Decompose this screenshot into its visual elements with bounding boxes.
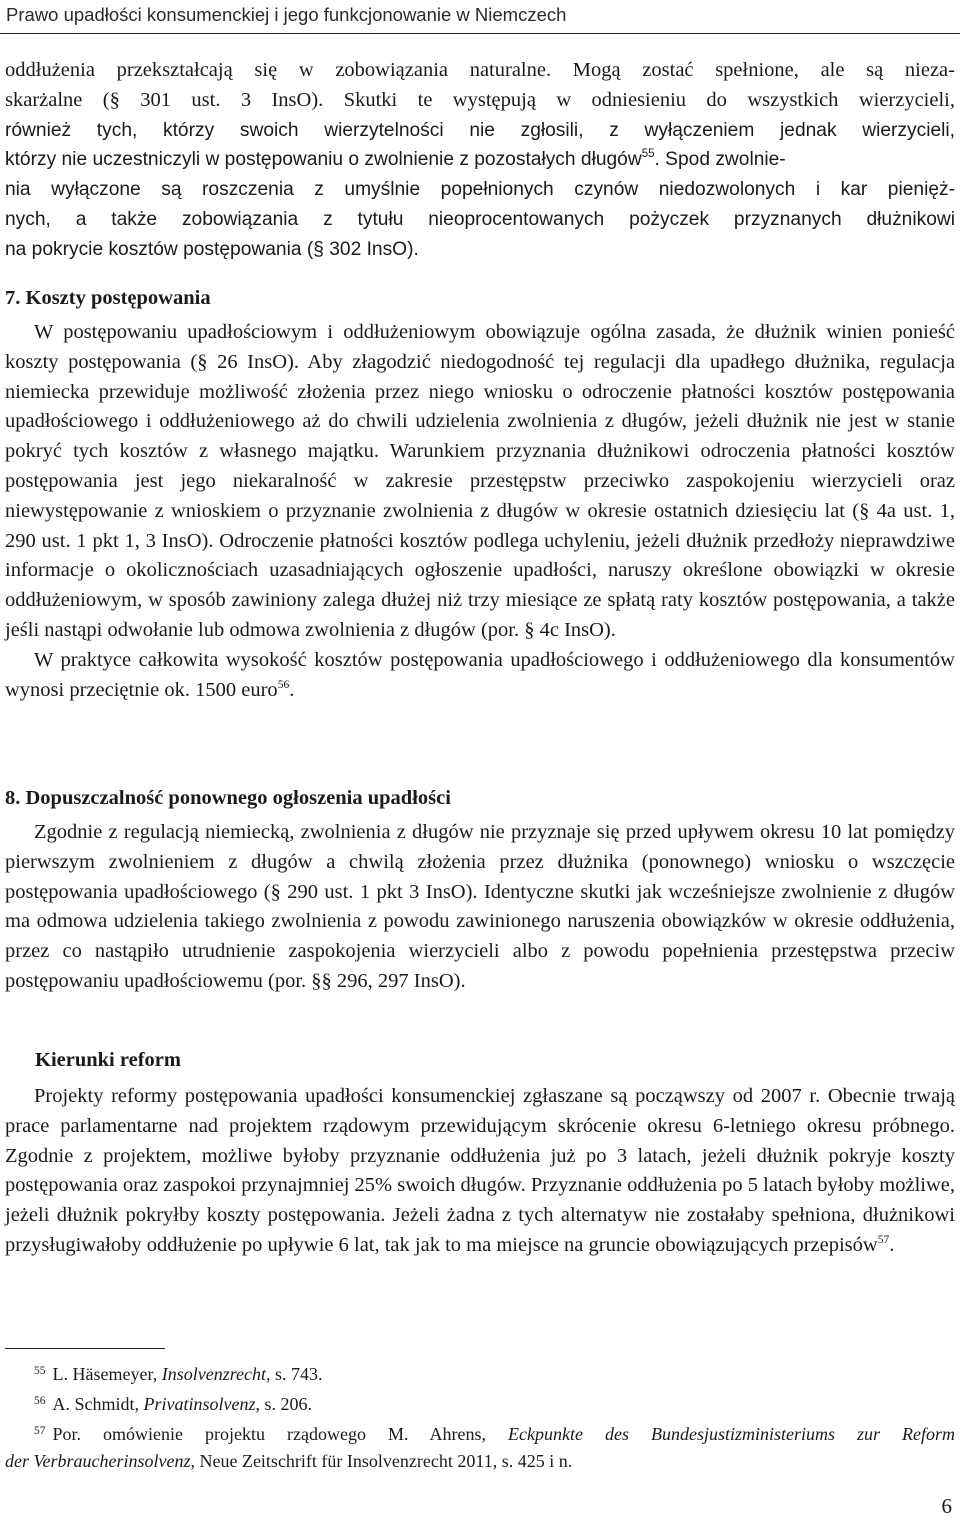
section-7-body bbox=[5, 318, 955, 705]
text-line: na pokrycie kosztów postępowania (§ 302 InsO). bbox=[5, 238, 419, 260]
footnote-number: 55 bbox=[34, 1365, 46, 1377]
footnote-number: 57 bbox=[34, 1425, 46, 1437]
text-run: A. Schmidt, bbox=[52, 1394, 144, 1414]
cited-title: der Verbraucherinsolvenz bbox=[5, 1451, 191, 1471]
paragraph: W postępowaniu upadłościowym i oddłużeniowym obowiązuje ogólna zasada, że dłużnik winien ponieść koszty postępowania (§ 26 InsO). Aby złagodzić niedogodność tej regulacji dla upadłego dłużnika, regulacja niemiecka przewiduje możliwość złożenia przez niego wniosku o odroczenie płatności kosztów postępowania upadłościowego i oddłużeniowego aż do chwili udzielenia zwolnienia z długów, jeżeli dłużnik nie jest w stanie pokryć tych kosztów z własnego majątku. Warunkiem przyznania dłużnikowi odroczenia płatności kosztów postępowania jest jego niekaralność w zakresie przestępstw przeciwko zaspokojeniu wierzycieli oraz niewystępowanie z wnioskiem o przyznanie zwolnienia z długów w okresie ostatnich dziesięciu lat (§ 4a ust. 1, 290 ust. 1 pkt 1, 3 InsO). Odroczenie płatności kosztów podlega uchyleniu, jeżeli dłużnik przedłoży nieprawdziwe informacje o okolicznościach uzasadniających ogłoszenie upadłości, naruszy określone obowiązki w okresie oddłużeniowym, w sposób zawiniony zalega dłużej niż trzy miesiące ze spłatą raty kosztów postępowania, a także jeśli nastąpi odwołanie lub odmowa zwolnienia z długów (por. § 4c InsO). bbox=[5, 321, 955, 641]
paragraph: Zgodnie z regulacją niemiecką, zwolnienia z długów nie przyznaje się przed upływem okresu 10 lat pomiędzy pierwszym zwolnieniem z długów a chwilą złożenia przez dłużnika (ponownego) wniosku o wszczęcie postępowania upadłościowego (§ 290 ust. 1 pkt 3 InsO). Identyczne skutki jak wcześniejsze zwolnienie z długów ma odmowa udzielenia takiego zwolnienia z powodu zawinionego naruszenia obowiązków w okresie oddłużenia, przez co nastąpiło utrudnienie zaspokojenia wierzycieli albo z powodu popełnienia przestępstwa przeciw postępowaniu upadłościowemu (por. §§ 296, 297 InsO). bbox=[5, 821, 955, 992]
text-run: , s. 206. bbox=[255, 1394, 313, 1414]
text-line: oddłużenia przekształcają się w zobowiązania naturalne. Mogą zostać spełnione, ale są nieza- bbox=[5, 59, 955, 81]
text-line: skarżalne (§ 301 ust. 3 InsO). Skutki te występują w odniesieniu do wszystkich wierzycieli, bbox=[5, 88, 955, 111]
reforms-body bbox=[5, 1082, 955, 1261]
text-run: . bbox=[889, 1233, 895, 1256]
header-rule bbox=[0, 33, 960, 34]
footnote-number: 56 bbox=[34, 1395, 46, 1407]
footnote-57 bbox=[5, 1418, 955, 1448]
continuation-paragraph bbox=[5, 56, 955, 265]
text-run: którzy nie uczestniczyli w postępowaniu o zwolnienie z pozostałych długów bbox=[5, 149, 642, 171]
cited-title: Privatinsolvenz bbox=[143, 1394, 256, 1414]
footnotes bbox=[5, 1358, 955, 1475]
text-line bbox=[5, 145, 955, 175]
paragraph bbox=[5, 646, 955, 706]
footnote-ref-57[interactable]: 57 bbox=[877, 1233, 890, 1246]
footnote-55 bbox=[5, 1358, 955, 1388]
footnote-ref-56[interactable]: 56 bbox=[277, 678, 290, 691]
text-run: . Spod zwolnie- bbox=[654, 149, 786, 171]
cited-title: Eckpunkte des Bundesjustizministeriums zur Reform bbox=[508, 1424, 955, 1444]
footnote-ref-55[interactable]: 55 bbox=[641, 148, 655, 161]
section-heading-8: 8. Dopuszczalność ponownego ogłoszenia upadłości bbox=[5, 787, 451, 809]
text-run: , s. 743. bbox=[266, 1364, 323, 1384]
section-heading-7: 7. Koszty postępowania bbox=[5, 287, 211, 309]
section-8-body bbox=[5, 818, 955, 997]
paragraph bbox=[5, 1082, 955, 1261]
running-header-title: Prawo upadłości konsumenckiej i jego funkcjonowanie w Niemczech bbox=[6, 4, 567, 25]
text-run: Por. omówienie projektu rządowego M. Ahrens, bbox=[52, 1424, 508, 1444]
text-line: nych, a także zobowiązania z tytułu nieoprocentowanych pożyczek przyznanych dłużnikowi bbox=[5, 208, 955, 230]
text-line: również tych, którzy swoich wierzytelności nie zgłosili, z wyłączeniem jednak wierzycieli, bbox=[5, 119, 955, 141]
cited-title: Insolvenzrecht bbox=[161, 1364, 267, 1384]
text-run: Projekty reformy postępowania upadłości konsumenckiej zgłaszane są począwszy od 2007 r. Obecnie trwają prace parlamentarne nad projektem rządowym przewidującym skrócenie okresu 6-letniego okresu próbnego. Zgodnie z projektem, możliwe byłoby przyznanie oddłużenia już po 3 latach, jeżeli dłużnik pokryje koszty postępowania oraz zaspokoi przynajmniej 25% swoich długów. Przyznanie oddłużenia po 5 latach byłoby możliwe, jeżeli dłużnik pokryłby koszty postępowania. Jeżeli żadna z tych alternatyw nie zostałaby spełniona, dłużnikowi przysługiwałoby oddłużenie po upływie 6 lat, tak jak to ma miejsce na gruncie obowiązujących przepisów bbox=[5, 1085, 955, 1256]
text-run: . bbox=[289, 678, 295, 701]
text-run: , Neue Zeitschrift für Insolvenzrecht 2011, s. 425 i n. bbox=[190, 1451, 573, 1471]
text-run: L. Häsemeyer, bbox=[52, 1364, 162, 1384]
text-line: nia wyłączone są roszczenia z umyślnie popełnionych czynów niedozwolonych i kar pienięż- bbox=[5, 179, 955, 201]
text-run: W praktyce całkowita wysokość kosztów postępowania upadłościowego i oddłużeniowego dla konsumentów wynosi przeciętnie ok. 1500 euro bbox=[5, 648, 955, 701]
footnote-57-continued bbox=[5, 1448, 955, 1475]
running-header bbox=[0, 0, 960, 30]
footnote-56 bbox=[5, 1388, 955, 1418]
page-number: 6 bbox=[941, 1494, 952, 1518]
footnote-rule bbox=[5, 1348, 165, 1349]
subheading-reforms: Kierunki reform bbox=[35, 1049, 181, 1071]
